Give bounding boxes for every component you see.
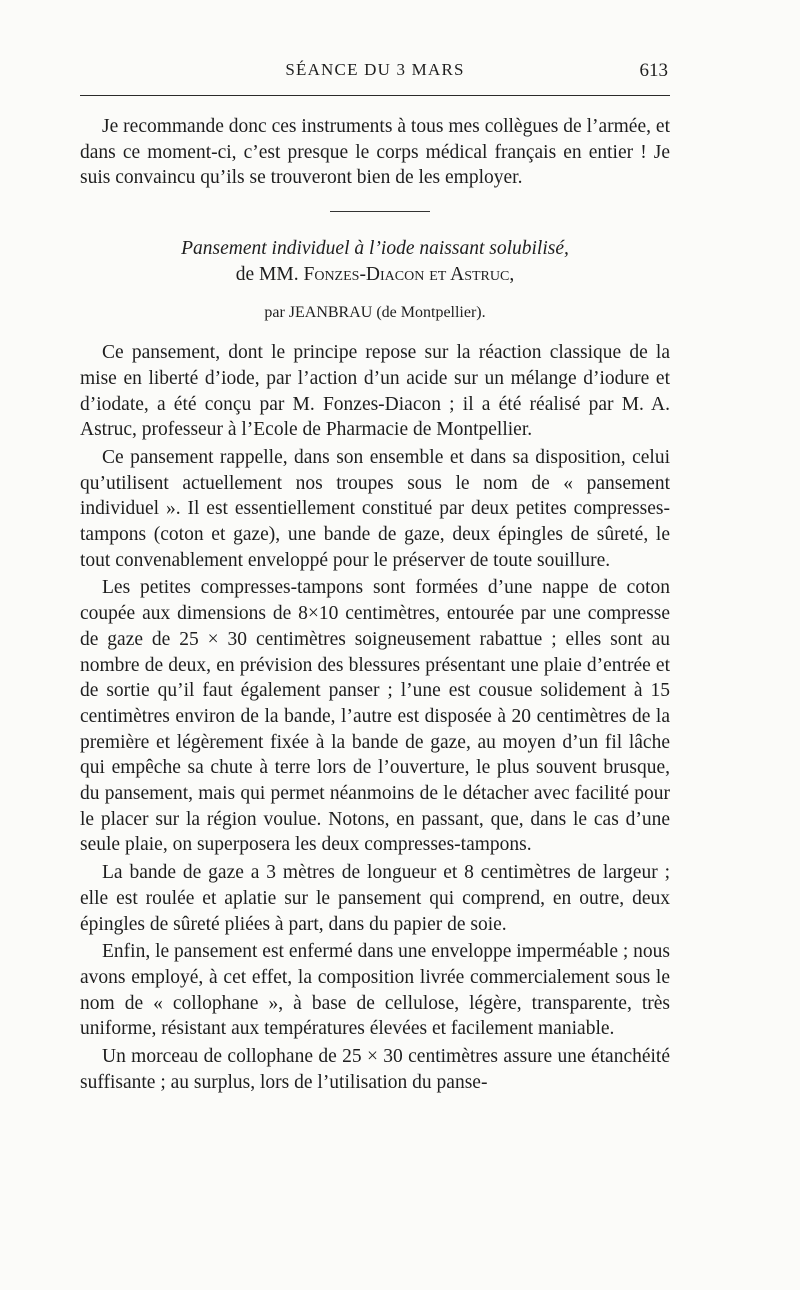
paragraph: Ce pansement, dont le principe repose sur la réaction classique de la mise en liberté d’iode, par l’action d’un acide sur un mélange d’iodure et d’iodate, a été conçu par M. Fonzes-Diacon ; il a été réalisé par M. A. Astruc, professeur à l’Ecole de Pharmacie de Montpellier. <box>80 342 670 441</box>
running-title: SÉANCE DU 3 MARS <box>285 60 465 79</box>
article-authors <box>80 262 670 288</box>
authors-prefix: de MM. <box>235 264 299 286</box>
paragraph: La bande de gaze a 3 mètres de longueur et 8 centimètres de largeur ; elle est roulée et aplatie sur le pansement qui comprend, en outre, deux épingles de sûreté pliées à part, dans du papier de soie. <box>80 862 670 935</box>
opening-paragraph: Je recommande donc ces instruments à tous mes collègues de l’armée, et dans ce moment-ci, c’est presque le corps médical français en entier ! Je suis convaincu qu’ils se trouveront bien de les employer. <box>80 116 670 189</box>
paragraph: Un morceau de collophane de 25 × 30 centimètres assure une étanchéité suffisante ; au surplus, lors de l’utilisation du panse- <box>80 1046 670 1093</box>
paragraph: Enfin, le pansement est enfermé dans une enveloppe imperméable ; nous avons employé, à cet effet, la composition livrée commercialement sous le nom de « collophane », à base de cellulose, légère, transparente, très uniforme, résistant aux températures élevées et facilement maniable. <box>80 941 671 1040</box>
page-body <box>80 114 670 1096</box>
paragraph: Les petites compresses-tampons sont formées d’une nappe de coton coupée aux dimensions de 8×10 centimètres, entourée par une compresse de gaze de 25 × 30 centimètres soigneusement rabattue ; elles sont au nombre de deux, en prévision des blessures présentant une plaie d’entrée et de sortie qu’il faut également panser ; l’une est cousue solidement à 15 centimètres environ de la bande, l’autre est disposée à 20 centimètres de la première et légèrement fixée à la bande de gaze, au moyen d’un fil lâche qui empêche sa chute à terre lors de l’ouverture, le plus souvent brusque, du pansement, mais qui permet néanmoins de le détacher avec facilité pour le placer sur la région voulue. Notons, en passant, que, dans le cas d’une seule plaie, on superposera les deux compresses-tampons. <box>80 577 670 856</box>
running-head <box>80 60 670 86</box>
paragraph: Ce pansement rappelle, dans son ensemble et dans sa disposition, celui qu’utilisent actuellement nos troupes sous le nom de « pansement individuel ». Il est essentiellement constitué par deux petites compresses-tampons (coton et gaze), une bande de gaze, deux épingles de sûreté, le tout convenablement enveloppé pour le préserver de toute souillure. <box>80 446 670 571</box>
section-separator <box>330 211 430 212</box>
page-number: 613 <box>639 60 668 81</box>
header-rule <box>80 95 670 96</box>
authors-names: Fonzes-Diacon et Astruc, <box>303 264 515 286</box>
article-title: Pansement individuel à l’iode naissant solubilisé, <box>181 238 569 260</box>
article-byline: par JEANBRAU (de Montpellier). <box>264 304 486 322</box>
